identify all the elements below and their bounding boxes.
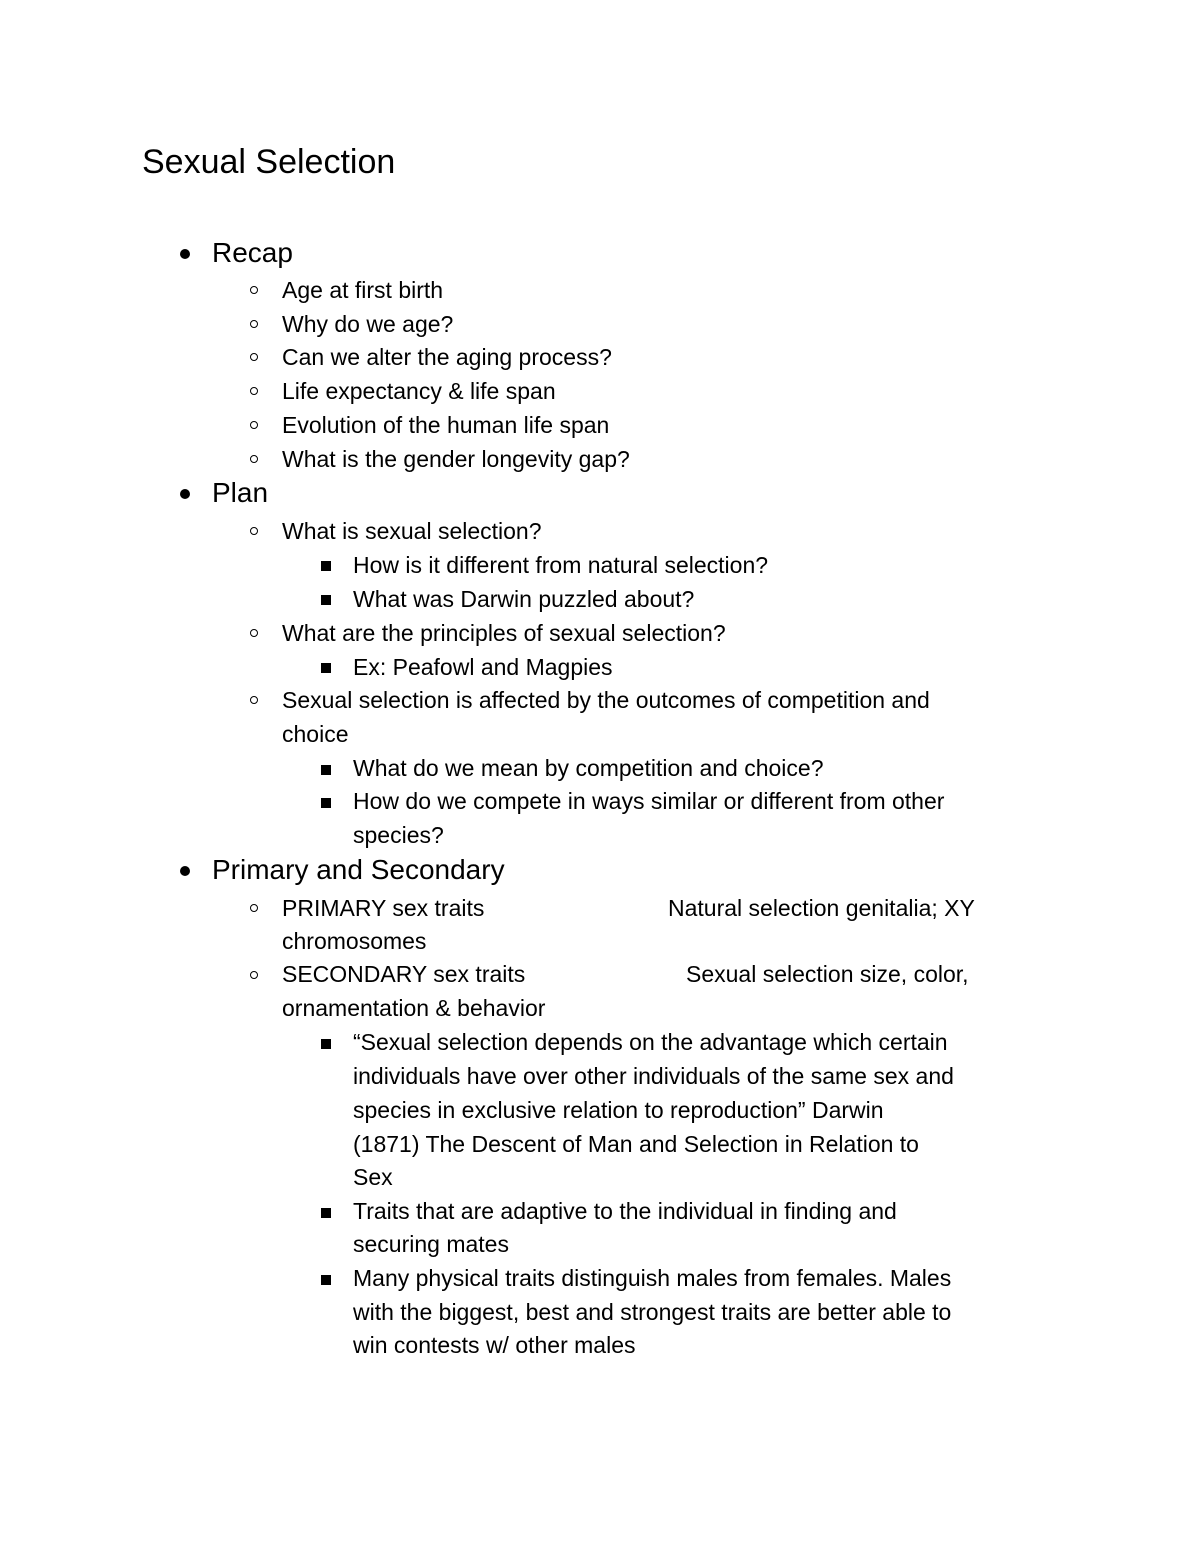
list-item-continuation: with the biggest, best and strongest traits are better able to: [353, 1299, 952, 1325]
page-title: Sexual Selection: [142, 143, 396, 181]
list-item: Ex: Peafowl and Magpies: [353, 654, 613, 680]
bullet-circle-icon: [250, 904, 258, 912]
bullet-square-icon: [321, 1275, 331, 1285]
bullet-circle-icon: [250, 353, 258, 361]
bullet-square-icon: [321, 595, 331, 605]
list-item-continuation: species in exclusive relation to reproduction” Darwin: [353, 1097, 884, 1123]
bullet-circle-icon: [250, 421, 258, 429]
list-item: What are the principles of sexual selection?: [282, 620, 726, 646]
list-item-continuation: securing mates: [353, 1231, 509, 1257]
list-item: Traits that are adaptive to the individual in finding and: [353, 1198, 897, 1224]
list-item-description: Natural selection genitalia; XY: [668, 895, 975, 921]
list-item: Many physical traits distinguish males from females. Males: [353, 1265, 952, 1291]
section-heading-primary-secondary: Primary and Secondary: [212, 854, 505, 885]
bullet-square-icon: [321, 663, 331, 673]
bullet-circle-icon: [250, 527, 258, 535]
bullet-disc-icon: [180, 866, 190, 876]
bullet-square-icon: [321, 1208, 331, 1218]
list-item: How is it different from natural selection?: [353, 552, 769, 578]
list-item: What is sexual selection?: [282, 518, 542, 544]
bullet-square-icon: [321, 561, 331, 571]
list-item: What was Darwin puzzled about?: [353, 586, 695, 612]
bullet-circle-icon: [250, 387, 258, 395]
list-item: What is the gender longevity gap?: [282, 446, 630, 472]
section-heading-recap: Recap: [212, 237, 293, 268]
list-item-continuation: species?: [353, 822, 444, 848]
bullet-circle-icon: [250, 455, 258, 463]
bullet-circle-icon: [250, 629, 258, 637]
bullet-disc-icon: [180, 489, 190, 499]
list-item: How do we compete in ways similar or different from other: [353, 788, 945, 814]
list-item: Life expectancy & life span: [282, 378, 556, 404]
bullet-circle-icon: [250, 696, 258, 704]
list-item: Evolution of the human life span: [282, 412, 610, 438]
bullet-square-icon: [321, 798, 331, 808]
list-item-continuation: win contests w/ other males: [353, 1332, 636, 1358]
list-item: Age at first birth: [282, 277, 444, 303]
bullet-circle-icon: [250, 971, 258, 979]
bullet-circle-icon: [250, 320, 258, 328]
list-item-continuation: (1871) The Descent of Man and Selection in Relation to: [353, 1131, 919, 1157]
section-heading-plan: Plan: [212, 477, 269, 508]
bullet-disc-icon: [180, 249, 190, 259]
list-item-description: Sexual selection size, color,: [686, 961, 969, 987]
list-item: Why do we age?: [282, 311, 454, 337]
bullet-square-icon: [321, 765, 331, 775]
list-item: PRIMARY sex traits: [282, 895, 485, 921]
list-item: What do we mean by competition and choice?: [353, 755, 824, 781]
list-item: SECONDARY sex traits: [282, 961, 526, 987]
list-item: Sexual selection is affected by the outcomes of competition and: [282, 687, 930, 713]
bullet-circle-icon: [250, 286, 258, 294]
list-item-continuation: chromosomes: [282, 928, 427, 954]
list-item-continuation: individuals have over other individuals of the same sex and: [353, 1063, 954, 1089]
bullet-square-icon: [321, 1039, 331, 1049]
list-item: “Sexual selection depends on the advantage which certain: [353, 1029, 948, 1055]
list-item-continuation: Sex: [353, 1164, 393, 1190]
list-item-continuation: ornamentation & behavior: [282, 995, 546, 1021]
list-item-continuation: choice: [282, 721, 349, 747]
list-item: Can we alter the aging process?: [282, 344, 612, 370]
